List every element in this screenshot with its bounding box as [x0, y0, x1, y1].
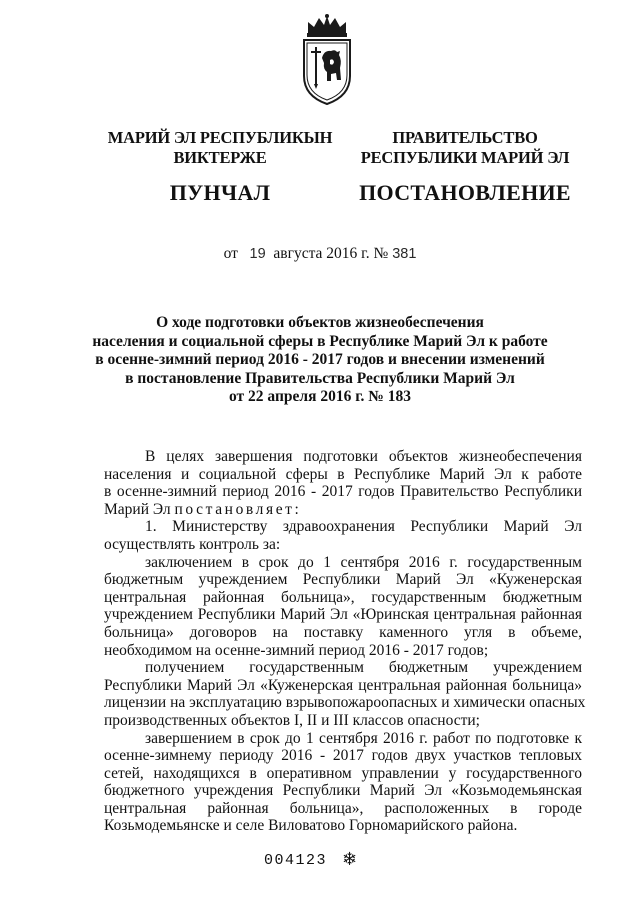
date-line — [0, 245, 640, 263]
header-right-line2: РЕСПУБЛИКИ МАРИЙ ЭЛ — [360, 148, 570, 167]
body-line: В целях завершения подготовки объектов жизнеобеспечения — [145, 448, 582, 465]
body-line: осенне-зимнему периоду 2016 - 2017 годов двух участков тепловых — [104, 747, 582, 765]
date-month-year: августа 2016 г. — [273, 245, 370, 262]
body-line: Республики Марий Эл «Куженерская центральная районная больница» — [104, 676, 582, 694]
body-line: бюджетным учреждением Республики Марий Эл «Куженерская — [104, 571, 582, 589]
header-right-doc-type: ПОСТАНОВЛЕНИЕ — [359, 180, 571, 205]
body-line-decree — [104, 501, 582, 519]
paragraph-coal-contracts — [104, 554, 582, 660]
header-left-line1: МАРИЙ ЭЛ РЕСПУБЛИКЫН — [107, 128, 333, 147]
body-line: Козьмодемьянске и селе Виловатово Горномарийского района. — [104, 817, 518, 835]
title-line: населения и социальной сферы в Республике Марий Эл к работе — [92, 332, 548, 350]
document-body — [104, 448, 586, 835]
paragraph-license — [104, 659, 586, 729]
body-line: учреждением Республики Марий Эл «Юринская центральная районная — [104, 606, 582, 624]
body-line: осуществлять контроль за: — [104, 535, 281, 553]
body-line: 1. Министерству здравоохранения Республики Марий Эл — [145, 518, 582, 536]
header-left-line2: ВИКТЕРЖЕ — [173, 148, 267, 167]
header-right-line1: ПРАВИТЕЛЬСТВО — [392, 128, 538, 147]
snowflake-mark-icon: ❄ — [342, 849, 358, 869]
form-serial-number: 004123 — [264, 852, 328, 869]
date-day: 19 — [249, 246, 266, 262]
title-line: в осенне-зимний период 2016 - 2017 годов и внесении изменений — [95, 351, 545, 368]
decree-word: постановляет: — [174, 500, 302, 518]
header-left — [100, 128, 340, 206]
body-line: населения и социальной сферы в Республике Марий Эл к работе — [104, 465, 582, 483]
date-prefix: от — [223, 245, 238, 262]
body-line: производственных объектов I, II и III классов опасности; — [104, 711, 480, 729]
title-line: О ходе подготовки объектов жизнеобеспечения — [156, 314, 484, 331]
body-line: больница» договоров на поставку каменного угля в объеме, — [104, 623, 582, 641]
number-prefix: № — [373, 245, 389, 262]
title-line: в постановление Правительства Республики Марий Эл — [125, 369, 515, 387]
body-line: центральная районная больница», государственным бюджетным — [104, 588, 582, 606]
paragraph-preamble — [104, 448, 582, 518]
body-line: завершением в срок до 1 сентября 2016 г. работ по подготовке к — [145, 729, 582, 747]
body-line: в осенне-зимний период 2016 - 2017 годов Правительство Республики — [104, 483, 582, 501]
title-line: от 22 апреля 2016 г. № 183 — [229, 388, 411, 405]
body-line: заключением в срок до 1 сентября 2016 г. государственным — [145, 553, 582, 571]
document-number: 381 — [392, 246, 417, 262]
body-line: бюджетного учреждения Республики Марий Эл «Козьмодемьянская — [104, 782, 582, 800]
body-line: лицензии на эксплуатацию взрывопожароопасных и химически опасных — [104, 694, 586, 712]
paragraph-heating-networks — [104, 730, 582, 836]
document-title — [90, 314, 550, 407]
decree-prefix: Марий Эл — [104, 500, 171, 518]
coat-of-arms-emblem — [300, 14, 354, 106]
header-right — [350, 128, 580, 206]
body-line: центральная районная больница», расположенных в городе — [104, 799, 582, 817]
paragraph-item-1 — [104, 518, 582, 553]
body-line: получением государственным бюджетным учреждением — [145, 659, 582, 677]
body-line: необходимом на осенне-зимний период 2016 - 2017 годов; — [104, 641, 489, 659]
header-left-doc-type: ПУНЧАЛ — [169, 180, 271, 205]
body-line: сетей, находящихся в оперативном управлении у государственного — [104, 764, 582, 782]
